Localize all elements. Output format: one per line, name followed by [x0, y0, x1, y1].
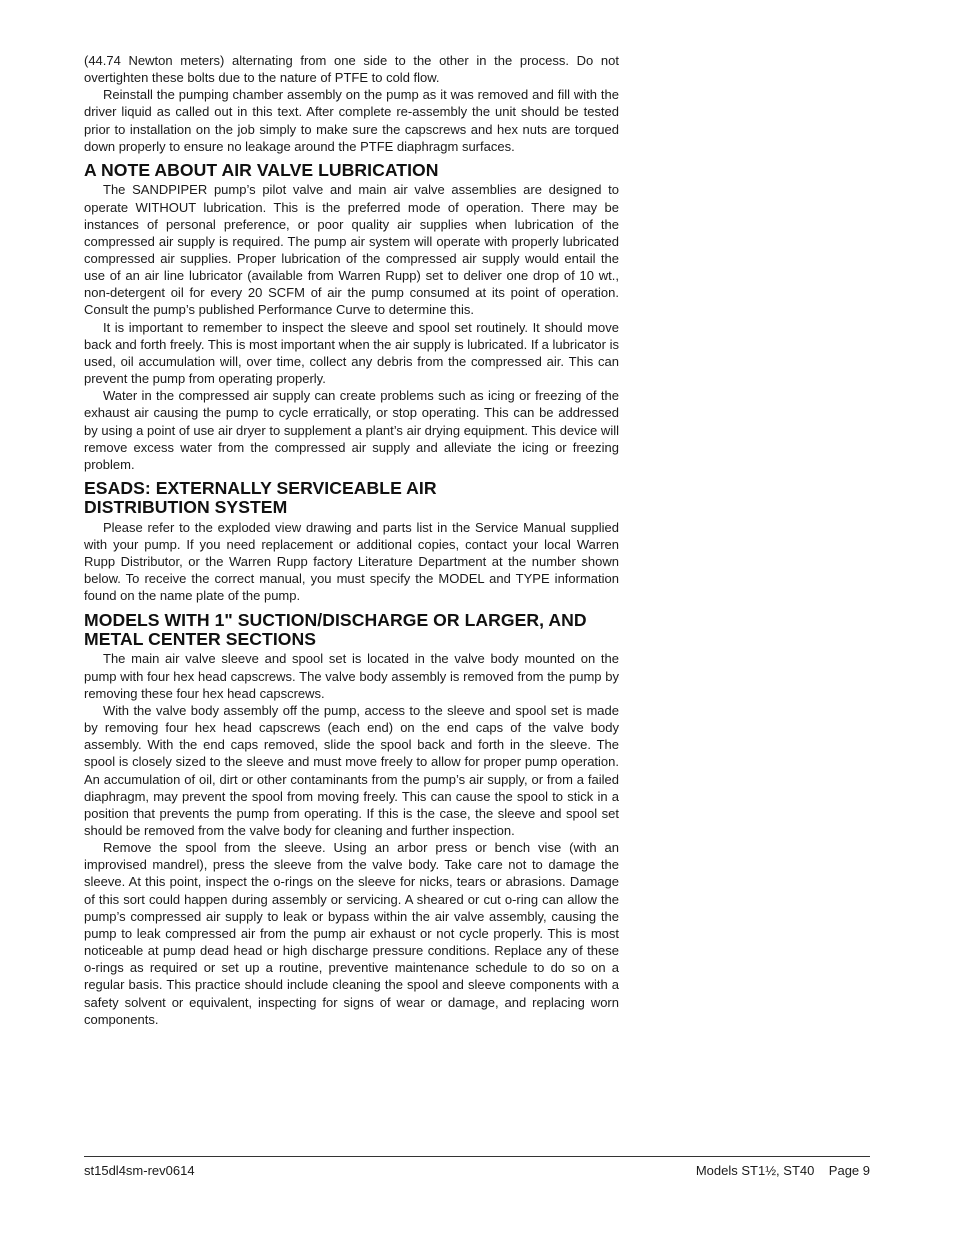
footer-divider	[84, 1156, 870, 1157]
paragraph: Please refer to the exploded view drawing and parts list in the Service Manual supplied with your pump. If you need replacement or additional copies, contact your local Warren Rupp Distributor, or the Warren Rupp factory Literature Department at the number shown below. To receive the correct manual, you must specify the MODEL and TYPE information found on the name plate of the pump.	[84, 519, 619, 604]
paragraph: The SANDPIPER pump’s pilot valve and main air valve assemblies are designed to operate WITHOUT lubrication. This is the preferred mode of operation. There may be instances of personal preference, or poor quality air supplies when lubrication of the compressed air supply is required. The pump air system will operate with properly lubricated compressed air supplies. Proper lubrication of the compressed air supply would entail the use of an air line lubricator (available from Warren Rupp) set to deliver one drop of 10 wt., non-detergent oil for every 20 SCFM of air the pump consumed at its point of operation. Consult the pump’s published Performance Curve to determine this.	[84, 182, 619, 318]
heading-line: METAL CENTER SECTIONS	[84, 629, 317, 649]
footer-models-page: Models ST1½, ST40 Page 9	[695, 1163, 870, 1178]
footer-doc-code: st15dl4sm-rev0614	[84, 1163, 195, 1178]
paragraph: Remove the spool from the sleeve. Using an arbor press or bench vise (with an improvised mandrel), press the sleeve from the valve body. Take care not to damage the sleeve. At this point, inspect the o-rings on the sleeve for nicks, tears or abrasions. Damage of this sort could happen during assembly or servicing. A sheared or cut o-ring can allow the pump’s compressed air supply to leak or bypass within the air valve assembly, causing the pump to leak compressed air from the pump air exhaust or not cycle properly. This is most noticeable at pump dead head or high discharge pressure conditions. Replace any of these o-rings as required or set up a routine, preventive maintenance schedule to do so on a regular basis. This practice should include cleaning the spool and sleeve components with a safety solvent or equivalent, inspecting for signs of wear or damage, and replacing worn components.	[84, 840, 619, 1027]
paragraph: Water in the compressed air supply can create problems such as icing or freezing of the exhaust air causing the pump to cycle erratically, or stop operating. This can be addressed by using a point of use air dryer to supplement a plant’s air drying equipment. This device will remove excess water from the compressed air supply and alleviate the icing or freezing problem.	[84, 388, 619, 472]
paragraph: (44.74 Newton meters) alternating from one side to the other in the process. Do not overtighten these bolts due to the nature of PTFE to cold flow.	[84, 53, 619, 86]
paragraph: Reinstall the pumping chamber assembly on the pump as it was removed and fill with the driver liquid as called out in this text. After complete re-assembly the unit should be tested prior to installation on the job simply to make sure the capscrews and hex nuts are torqued down properly to ensure no leakage around the PTFE diaphragm surfaces.	[84, 87, 619, 154]
body-column	[84, 52, 619, 1028]
heading-line: ESADS: EXTERNALLY SERVICEABLE AIR	[84, 478, 437, 498]
heading-line: MODELS WITH 1" SUCTION/DISCHARGE OR LARGER, AND	[84, 609, 587, 630]
paragraph: With the valve body assembly off the pump, access to the sleeve and spool set is made by removing four hex head capscrews (each end) on the end caps of the valve body assembly. With the end caps removed, slide the spool back and forth in the sleeve. The spool is closely sized to the sleeve and must move freely to allow for proper pump operation. An accumulation of oil, dirt or other contaminants from the pump’s air supply, or from a failed diaphragm, may prevent the spool from moving freely. This can cause the spool to stick in a position that prevents the pump from operating. If this is the case, the sleeve and spool set should be removed from the valve body for cleaning and further inspection.	[84, 702, 619, 838]
heading-models-1-inch	[84, 611, 619, 650]
heading-line: DISTRIBUTION SYSTEM	[84, 497, 288, 518]
paragraph: It is important to remember to inspect the sleeve and spool set routinely. It should move back and forth freely. This is most important when the air supply is lubricated. If a lubricator is used, oil accumulation will, over time, collect any debris from the compressed air. This can prevent the pump from operating properly.	[84, 319, 619, 387]
heading-esads	[84, 479, 619, 518]
paragraph: The main air valve sleeve and spool set is located in the valve body mounted on the pump with four hex head capscrews. The valve body assembly is removed from the pump by removing these four hex head capscrews.	[84, 651, 619, 701]
heading-air-valve-lubrication: A NOTE ABOUT AIR VALVE LUBRICATION	[84, 159, 439, 180]
